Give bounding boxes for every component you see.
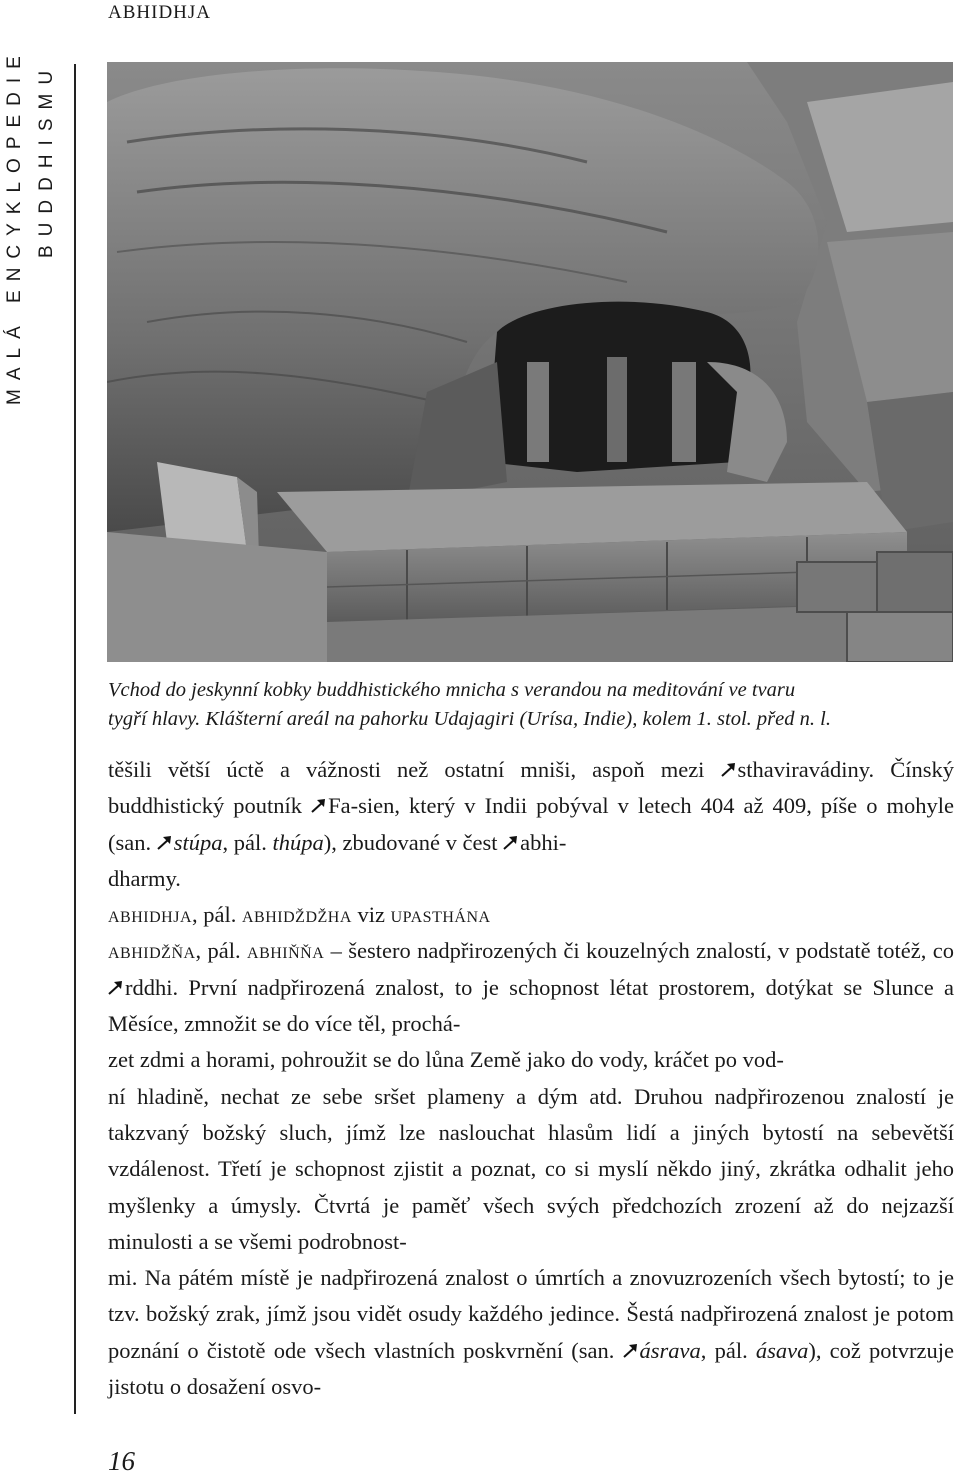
- text-run: , pál.: [192, 902, 242, 928]
- italic-term: thúpa: [272, 829, 324, 855]
- cross-reference-link[interactable]: ásrava: [639, 1337, 701, 1363]
- caption-line: tygří hlavy. Klášterní areál na pahorku Udajagiri (Urísa, Indie), kolem 1. stol. před n. l.: [108, 708, 831, 730]
- running-head: ABHIDHJA: [108, 2, 211, 23]
- spine-title-line2: BUDDHISMU: [36, 61, 57, 258]
- paragraph-continuation: [108, 752, 954, 897]
- text-run: který v Indii pobýval v letech 404 až 409, píše o mohyle (san.: [108, 793, 954, 855]
- text-run: ), zbudované v čest: [323, 829, 504, 855]
- caption-line: Vchod do jeskynní kobky buddhistického mnicha s verandou na meditování ve tvaru: [108, 679, 796, 701]
- entry-abhidhja: [108, 897, 954, 933]
- text-run: , pál.: [195, 938, 248, 964]
- text-run: ní hladině, nechat ze sebe sršet plameny a dým atd. Druhou nadpřirozenou znalostí je takzvaný božský sluch, jímž lze naslouchat hlasům lidí a jiných bytostí na sebevětší vzdálenost. Třetí je schopnost zjistit a poznat, co si myslí někdo jiný, zkrátka odhalit jeho myšlenky a úmysly. Čtvrtá je paměť všech svých předchozích zrození až do nejzazší minulosti a se všemi podrobnost: [108, 1083, 954, 1254]
- text-run: zet zdmi a horami, pohroužit se do lůna Země jako do vody, kráčet po vod: [108, 1047, 777, 1073]
- photo-caption: [108, 676, 954, 734]
- text-run: ), což potvrzuje jistotu o dosažení osvo-: [108, 1337, 954, 1400]
- cross-reference-arrow-icon: [311, 799, 326, 813]
- italic-term: ásava: [755, 1337, 809, 1363]
- cross-reference-arrow-icon: [623, 1344, 638, 1358]
- body-text: [108, 752, 954, 1405]
- entry-headword: abhidžňa: [108, 938, 196, 964]
- entry-variant: abhidždžha: [242, 902, 352, 928]
- cross-reference-arrow-icon: [721, 763, 736, 777]
- text-run: Čínský buddhistický poutník: [108, 757, 954, 819]
- text-run: mi. Na pátém místě je nadpřirozená znalost o úmrtích a znovuzrozeních všech bytostí; to je tzv. božský zrak, jímž jsou vidět osudy každého jedince. Šestá nadpřirozená znalost je potom poznání o čistotě ode všech vlastních poskvrnění (san.: [108, 1265, 954, 1363]
- cross-reference-link[interactable]: stúpa: [173, 829, 223, 855]
- text-run: , pál.: [700, 1337, 756, 1363]
- entry-abhidzna: abhidžňa, pál. abhiňňa – šestero nadpřirozených či kouzelných znalostí, v podstatě totéž, co rddhi. První nadpřirozená znalost, to je schopnost létat prostorem, dotýkat se Slunce a Měsíce, zmnožit se do více těl, prochá- zet zdmi a horami, pohroužit se do lůna Země jako do vody, kráčet po vod- ní hladině, nechat ze sebe sršet plameny a dým atd. Druhou nadpřirozenou znalostí je takzvaný božský sluch, jímž lze naslouchat hlasům lidí a jiných bytostí na sebevětší vzdálenost. Třetí je schopnost zjistit a poznat, co si myslí někdo jiný, zkrátka odhalit jeho myšlenky a úmysly. Čtvrtá je paměť všech svých předchozích zrození až do nejzazší minulosti a se všemi podrobnost- mi. Na pátém místě je nadpřirozená znalost o úmrtích a znovuzrozeních všech bytostí; to je tzv. božský zrak, jímž jsou vidět osudy každého jedince. Šestá nadpřirozená znalost je potom poznání o čistotě ode všech vlastních poskvrnění (san. ásrava, pál. ásava), což potvrzuje jistotu o dosažení osvo-: [108, 938, 954, 1400]
- page-number: 16: [108, 1446, 135, 1476]
- text-run: těšili větší úctě a vážnosti než ostatní mniši, aspoň mezi: [108, 757, 721, 782]
- see-also-link[interactable]: upasthána: [390, 902, 491, 928]
- spine-title-line1: MALÁ ENCYKLOPEDIE: [4, 47, 25, 405]
- cross-reference-link[interactable]: abhi- dharmy.: [108, 829, 567, 891]
- text-run: viz: [351, 902, 391, 928]
- cross-reference-arrow-icon: [108, 981, 123, 995]
- cross-reference-link[interactable]: Fa-sien,: [328, 793, 400, 819]
- spine-rule: [74, 64, 76, 1414]
- cross-reference-link[interactable]: rddhi.: [125, 974, 179, 1000]
- cross-reference-arrow-icon: [503, 836, 518, 850]
- text-run: První nadpřirozená znalost, to je schopnost létat prostorem, dotýkat se Slunce a Měsíce, zmnožit se do více těl, prochá: [108, 974, 954, 1037]
- text-run: , pál.: [222, 829, 273, 855]
- entry-headword: abhidhja: [108, 902, 192, 928]
- cave-entrance-photo: [107, 62, 953, 662]
- text-run: – šestero nadpřirozených či kouzelných znalostí, v podstatě totéž, co: [324, 938, 954, 964]
- cross-reference-link[interactable]: sthaviravádiny.: [737, 757, 875, 782]
- entry-variant: abhiňňa: [247, 938, 325, 964]
- cross-reference-arrow-icon: [157, 836, 172, 850]
- spine-title: [0, 0, 64, 410]
